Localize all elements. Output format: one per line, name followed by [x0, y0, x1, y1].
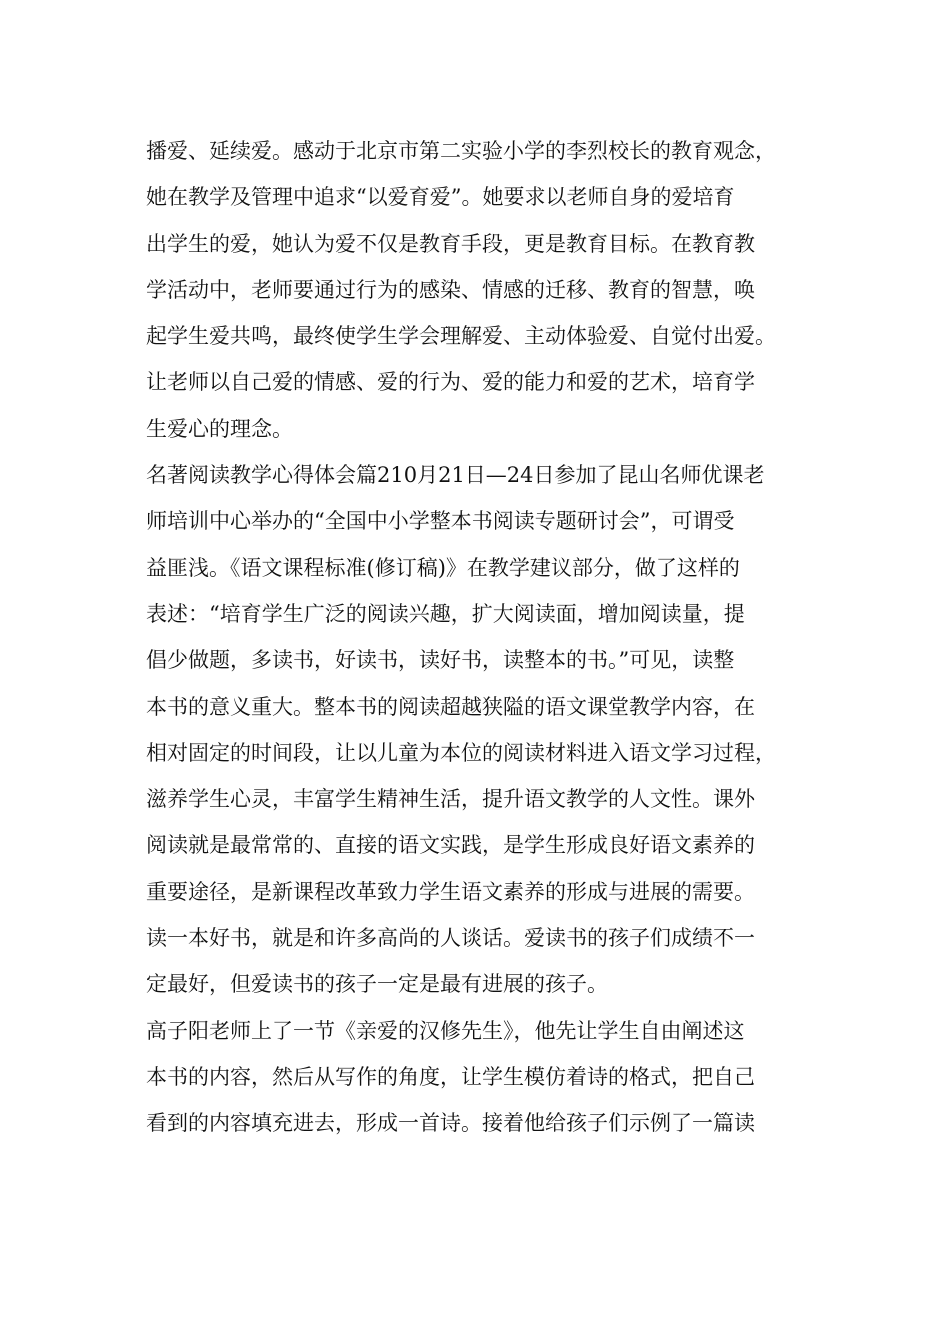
- text-line: 她在教学及管理中追求“以爱育爱”。她要求以老师自身的爱培育: [146, 185, 735, 210]
- text-line: 生爱心的理念。: [146, 416, 293, 441]
- text-line: 相对固定的时间段，让以儿童为本位的阅读材料进入语文学习过程，: [146, 740, 776, 765]
- text-line: 本书的意义重大。整本书的阅读超越狭隘的语文课堂教学内容，在: [146, 694, 755, 719]
- text-line: 让老师以自己爱的情感、爱的行为、爱的能力和爱的艺术，培育学: [146, 370, 755, 395]
- text-line: 读一本好书，就是和许多高尚的人谈话。爱读书的孩子们成绩不一: [146, 926, 755, 951]
- text-line: 起学生爱共鸣，最终使学生学会理解爱、主动体验爱、自觉付出爱。: [146, 324, 776, 349]
- text-line: 重要途径，是新课程改革致力学生语文素养的形成与进展的需要。: [146, 879, 755, 904]
- text-line: 滋养学生心灵，丰富学生精神生活，提升语文教学的人文性。课外: [146, 787, 755, 812]
- text-line: 出学生的爱，她认为爱不仅是教育手段，更是教育目标。在教育教: [146, 231, 755, 256]
- text-line: 定最好，但爱读书的孩子一定是最有进展的孩子。: [146, 972, 608, 997]
- text-line: 表述：“培育学生广泛的阅读兴趣，扩大阅读面，增加阅读量，提: [146, 601, 745, 626]
- text-line: 倡少做题，多读书，好读书，读好书，读整本的书。”可见，读整: [146, 648, 735, 673]
- text-line: 本书的内容，然后从写作的角度，让学生模仿着诗的格式，把自己: [146, 1064, 755, 1089]
- text-line: 看到的内容填充进去，形成一首诗。接着他给孩子们示例了一篇读: [146, 1111, 755, 1136]
- text-line: 高子阳老师上了一节《亲爱的汉修先生》，他先让学生自由阐述这: [146, 1018, 745, 1043]
- text-line: 阅读就是最常常的、直接的语文实践，是学生形成良好语文素养的: [146, 833, 755, 858]
- text-line: 益匪浅。《语文课程标准(修订稿)》在教学建议部分，做了这样的: [146, 555, 740, 580]
- text-line: 学活动中，老师要通过行为的感染、情感的迁移、教育的智慧，唤: [146, 277, 755, 302]
- document-body: [146, 128, 811, 1147]
- text-line: 师培训中心举办的“全国中小学整本书阅读专题研讨会”，可谓受: [146, 509, 735, 534]
- text-line: 播爱、延续爱。感动于北京市第二实验小学的李烈校长的教育观念，: [146, 139, 776, 163]
- text-line: 名著阅读教学心得体会篇210月21日—24日参加了昆山名师优课老: [146, 463, 765, 488]
